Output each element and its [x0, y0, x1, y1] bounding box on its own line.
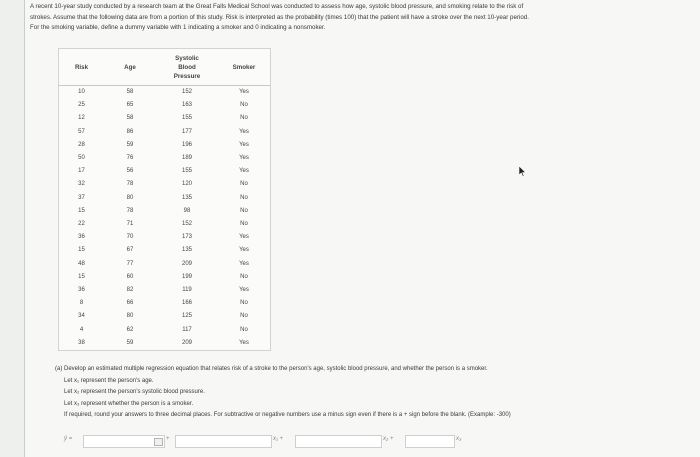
table-row — [59, 86, 270, 100]
cell-systolic-bp: 209 — [181, 339, 192, 346]
cell-smoker: No — [240, 300, 248, 307]
cell-age: 59 — [126, 339, 134, 346]
header-smoker: Smoker — [218, 49, 270, 86]
cell-systolic-bp: 152 — [181, 89, 192, 95]
table-row — [59, 99, 270, 112]
cell-risk: 36 — [78, 234, 85, 241]
cell-risk: 34 — [78, 313, 85, 320]
cell-age: 66 — [126, 300, 134, 307]
table-row — [59, 126, 270, 139]
table-row — [59, 271, 270, 284]
table-header-row — [59, 49, 270, 86]
cell-systolic-bp: 152 — [181, 221, 192, 228]
cell-smoker: Yes — [239, 128, 249, 135]
regression-answer-row — [55, 434, 695, 448]
cell-age: 80 — [126, 313, 134, 320]
cell-risk: 50 — [78, 155, 85, 162]
cell-systolic-bp: 166 — [181, 300, 192, 307]
cell-risk: 12 — [78, 115, 85, 122]
table-row — [59, 324, 270, 337]
intro-line-1: A recent 10-year study conducted by a research team at the Great Falls Medical School was conducted to assess how age, systolic blood pressure, and smoking relate to the risk of — [30, 3, 524, 10]
cell-smoker: Yes — [239, 168, 249, 175]
cell-age: 58 — [126, 115, 134, 122]
cell-age: 80 — [126, 194, 134, 201]
cell-age: 82 — [126, 287, 134, 294]
header-systolic-blood-pressure — [156, 49, 218, 86]
intercept-answer-input[interactable] — [83, 435, 165, 448]
cell-smoker: No — [240, 221, 248, 228]
table-row — [59, 192, 270, 205]
cell-age: 56 — [126, 168, 134, 175]
cell-systolic-bp: 177 — [181, 128, 192, 135]
table-row — [59, 310, 270, 323]
cell-systolic-bp: 189 — [181, 155, 192, 162]
table-row — [59, 258, 270, 271]
cell-risk: 37 — [78, 194, 85, 201]
cell-age: 76 — [126, 155, 134, 162]
rounding-instructions: If required, round your answers to three decimal places. For subtractive or negative numbers use a minus sign even if there is a + sign before the blank. (Example: -300) — [64, 412, 511, 418]
table-row — [59, 152, 270, 165]
header-risk: Risk — [59, 49, 104, 86]
cell-smoker: No — [240, 181, 248, 188]
cell-risk: 10 — [78, 89, 85, 95]
cell-smoker: No — [240, 326, 248, 333]
header-sbp-line-1: Systolic — [175, 54, 199, 62]
cell-systolic-bp: 135 — [181, 194, 192, 201]
cell-systolic-bp: 163 — [181, 102, 192, 109]
cell-risk: 32 — [78, 181, 85, 188]
cell-risk: 36 — [78, 287, 85, 294]
cell-risk: 8 — [79, 300, 84, 307]
x3-label: x₃ — [456, 436, 462, 442]
definition-x3: Let x₃ represent whether the person is a smoker. — [64, 400, 194, 407]
cell-age: 60 — [126, 273, 134, 280]
x2-label: x₂ + — [383, 436, 394, 442]
cell-smoker: Yes — [239, 339, 249, 346]
definition-x1: Let x₁ represent the person's age. — [64, 377, 154, 384]
cell-smoker: No — [240, 194, 248, 201]
smoker-coefficient-input[interactable] — [405, 435, 455, 448]
cell-age: 71 — [126, 221, 134, 228]
cell-risk: 48 — [78, 260, 85, 267]
table-row — [59, 297, 270, 310]
cell-risk: 15 — [78, 207, 85, 214]
cell-systolic-bp: 117 — [182, 326, 192, 333]
data-table — [58, 48, 271, 351]
cell-smoker: Yes — [239, 260, 249, 267]
cell-smoker: Yes — [239, 247, 249, 254]
header-sbp-line-2: Blood — [178, 63, 196, 71]
cell-smoker: No — [240, 115, 248, 122]
cell-age: 65 — [126, 102, 134, 109]
cell-systolic-bp: 135 — [181, 247, 192, 254]
cell-systolic-bp: 155 — [181, 115, 192, 122]
cell-smoker: Yes — [239, 89, 249, 95]
cell-age: 58 — [126, 89, 134, 95]
cell-age: 70 — [126, 234, 134, 241]
cell-systolic-bp: 196 — [181, 141, 192, 148]
table-row — [59, 244, 270, 257]
cell-systolic-bp: 98 — [183, 207, 191, 214]
cell-risk: 4 — [79, 326, 84, 333]
cell-age: 62 — [126, 326, 134, 333]
cell-smoker: No — [240, 207, 248, 214]
table-row — [59, 218, 270, 231]
intro-line-2: strokes. Assume that the following data are from a portion of this study. Risk is interpreted as the probability (times 100) that the patient will have a stroke over the next 10-year period. — [30, 13, 529, 21]
cell-age: 67 — [126, 247, 134, 254]
cell-risk: 38 — [78, 339, 85, 346]
cell-systolic-bp: 155 — [181, 168, 192, 175]
table-row — [59, 337, 270, 350]
cell-risk: 22 — [78, 221, 85, 228]
table-row — [59, 205, 270, 218]
cell-risk: 25 — [78, 102, 85, 109]
cell-risk: 57 — [78, 128, 85, 135]
table-row — [59, 231, 270, 244]
plus-sign: + — [166, 436, 170, 442]
cell-systolic-bp: 125 — [181, 313, 192, 320]
cell-smoker: Yes — [239, 141, 249, 148]
cell-age: 78 — [126, 207, 134, 214]
yhat-label: ŷ = — [64, 436, 73, 442]
cell-risk: 15 — [78, 273, 85, 280]
cell-systolic-bp: 209 — [181, 260, 192, 267]
table-body — [59, 86, 270, 351]
cell-smoker: Yes — [239, 234, 249, 241]
table-row — [59, 165, 270, 178]
definition-x2: Let x₂ represent the person's systolic blood pressure. — [64, 389, 205, 395]
table-row — [59, 178, 270, 191]
cell-age: 86 — [126, 128, 134, 135]
cell-smoker: No — [240, 102, 248, 109]
cell-smoker: No — [240, 313, 248, 320]
cell-risk: 17 — [78, 168, 85, 175]
header-sbp-line-3: Pressure — [173, 72, 201, 80]
sbp-coefficient-input[interactable] — [295, 435, 382, 448]
cell-smoker: Yes — [239, 155, 249, 162]
problem-intro — [30, 2, 680, 34]
cell-systolic-bp: 199 — [181, 273, 192, 280]
x1-label: x₁ + — [273, 436, 284, 442]
answer-status-icon — [154, 438, 163, 446]
age-coefficient-input[interactable] — [175, 435, 272, 448]
cell-systolic-bp: 119 — [182, 287, 192, 294]
question-part-a: (a) Develop an estimated multiple regression equation that relates risk of a stroke to the person's age, systolic blood pressure, and whether the person is a smoker. — [55, 366, 488, 372]
cell-age: 59 — [126, 141, 134, 148]
cell-risk: 28 — [78, 141, 85, 148]
cell-risk: 15 — [78, 247, 85, 254]
cell-smoker: No — [240, 273, 248, 280]
cell-age: 77 — [126, 260, 134, 267]
intro-line-3: For the smoking variable, define a dummy variable with 1 indicating a smoker and 0 indicating a nonsmoker. — [30, 24, 326, 31]
question-section — [55, 364, 695, 422]
table-row — [59, 284, 270, 297]
table-row — [59, 112, 270, 125]
cell-age: 78 — [126, 181, 134, 188]
header-age: Age — [104, 49, 156, 86]
table-row — [59, 139, 270, 152]
cell-systolic-bp: 120 — [181, 181, 192, 188]
cell-smoker: Yes — [239, 287, 249, 294]
cell-systolic-bp: 173 — [181, 234, 192, 241]
